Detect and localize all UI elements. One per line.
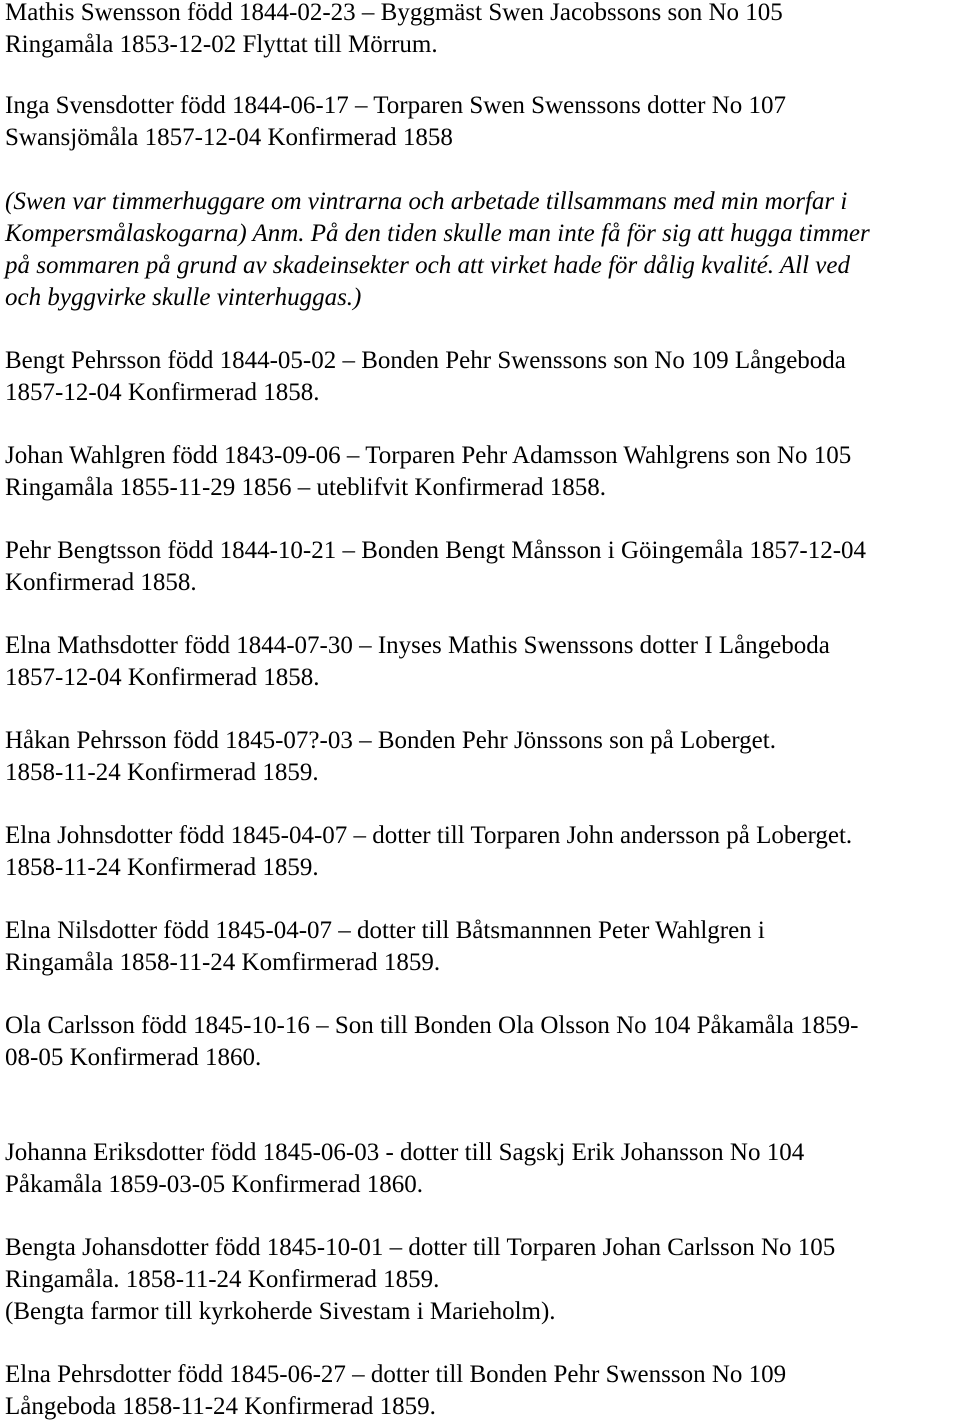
entry-elna-nilsdotter [5, 915, 765, 979]
entry-line: Elna Mathsdotter född 1844-07-30 – Inyses Mathis Swenssons dotter I Långeboda [5, 632, 830, 659]
entry-elna-johnsdotter [5, 820, 852, 884]
entry-line: Swansjömåla 1857-12-04 Konfirmerad 1858 [5, 124, 453, 151]
entry-line: Elna Johnsdotter född 1845-04-07 – dotter till Torparen John andersson på Loberget. [5, 822, 853, 849]
entry-bengta-johansdotter [5, 1232, 835, 1328]
entry-pehr-bengtsson [5, 535, 866, 599]
entry-johanna-eriksdotter [5, 1137, 804, 1201]
entry-line: Bengt Pehrsson född 1844-05-02 – Bonden Pehr Swenssons son No 109 Långeboda [5, 347, 846, 374]
entry-line: (Bengta farmor till kyrkoherde Sivestam i Marieholm). [5, 1298, 556, 1325]
entry-line: 1857-12-04 Konfirmerad 1858. [5, 379, 320, 406]
note-swen-timmerhuggare [5, 186, 870, 314]
entry-line: Ringamåla. 1858-11-24 Konfirmerad 1859. [5, 1266, 440, 1293]
entry-line: Håkan Pehrsson född 1845-07?-03 – Bonden Pehr Jönssons son på Loberget. [5, 727, 776, 754]
note-line: och byggvirke skulle vinterhuggas.) [5, 284, 362, 311]
note-line: på sommaren på grund av skadeinsekter och att virket hade för dålig kvalité. All ved [5, 252, 850, 279]
entry-elna-pehrsdotter [5, 1359, 786, 1423]
entry-line: Bengta Johansdotter född 1845-10-01 – dotter till Torparen Johan Carlsson No 105 [5, 1234, 836, 1261]
entry-ola-carlsson [5, 1010, 858, 1074]
entry-line: Pehr Bengtsson född 1844-10-21 – Bonden Bengt Månsson i Göingemåla 1857-12-04 [5, 537, 867, 564]
entry-hakan-pehrsson [5, 725, 776, 789]
entry-line: Elna Nilsdotter född 1845-04-07 – dotter till Båtsmannnen Peter Wahlgren i [5, 917, 765, 944]
entry-line: Ola Carlsson född 1845-10-16 – Son till Bonden Ola Olsson No 104 Påkamåla 1859- [5, 1012, 859, 1039]
entry-line: 1858-11-24 Konfirmerad 1859. [5, 759, 319, 786]
entry-line: Påkamåla 1859-03-05 Konfirmerad 1860. [5, 1171, 423, 1198]
entry-elna-mathsdotter [5, 630, 830, 694]
entry-line: Ringamåla 1853-12-02 Flyttat till Mörrum. [5, 31, 438, 58]
entry-line: Ringamåla 1858-11-24 Komfirmerad 1859. [5, 949, 441, 976]
entry-johan-wahlgren [5, 440, 851, 504]
entry-bengt-pehrsson [5, 345, 846, 409]
entry-mathis-swensson [5, 0, 783, 61]
entry-line: Ringamåla 1855-11-29 1856 – uteblifvit Konfirmerad 1858. [5, 474, 607, 501]
entry-line: Mathis Swensson född 1844-02-23 – Byggmäst Swen Jacobssons son No 105 [5, 0, 783, 26]
entry-line: Johan Wahlgren född 1843-09-06 – Torparen Pehr Adamsson Wahlgrens son No 105 [5, 442, 852, 469]
entry-inga-svensdotter [5, 90, 786, 154]
entry-line: Johanna Eriksdotter född 1845-06-03 - dotter till Sagskj Erik Johansson No 104 [5, 1139, 805, 1166]
entry-line: 08-05 Konfirmerad 1860. [5, 1044, 262, 1071]
entry-line: Konfirmerad 1858. [5, 569, 197, 596]
entry-line: Elna Pehrsdotter född 1845-06-27 – dotter till Bonden Pehr Swensson No 109 [5, 1361, 787, 1388]
note-line: Kompersmålaskogarna) Anm. På den tiden skulle man inte få för sig att hugga timmer [5, 220, 870, 247]
entry-line: Långeboda 1858-11-24 Konfirmerad 1859. [5, 1393, 436, 1420]
entry-line: 1858-11-24 Konfirmerad 1859. [5, 854, 319, 881]
entry-line: Inga Svensdotter född 1844-06-17 – Torparen Swen Swenssons dotter No 107 [5, 92, 787, 119]
note-line: (Swen var timmerhuggare om vintrarna och arbetade tillsammans med min morfar i [5, 188, 848, 215]
entry-line: 1857-12-04 Konfirmerad 1858. [5, 664, 320, 691]
